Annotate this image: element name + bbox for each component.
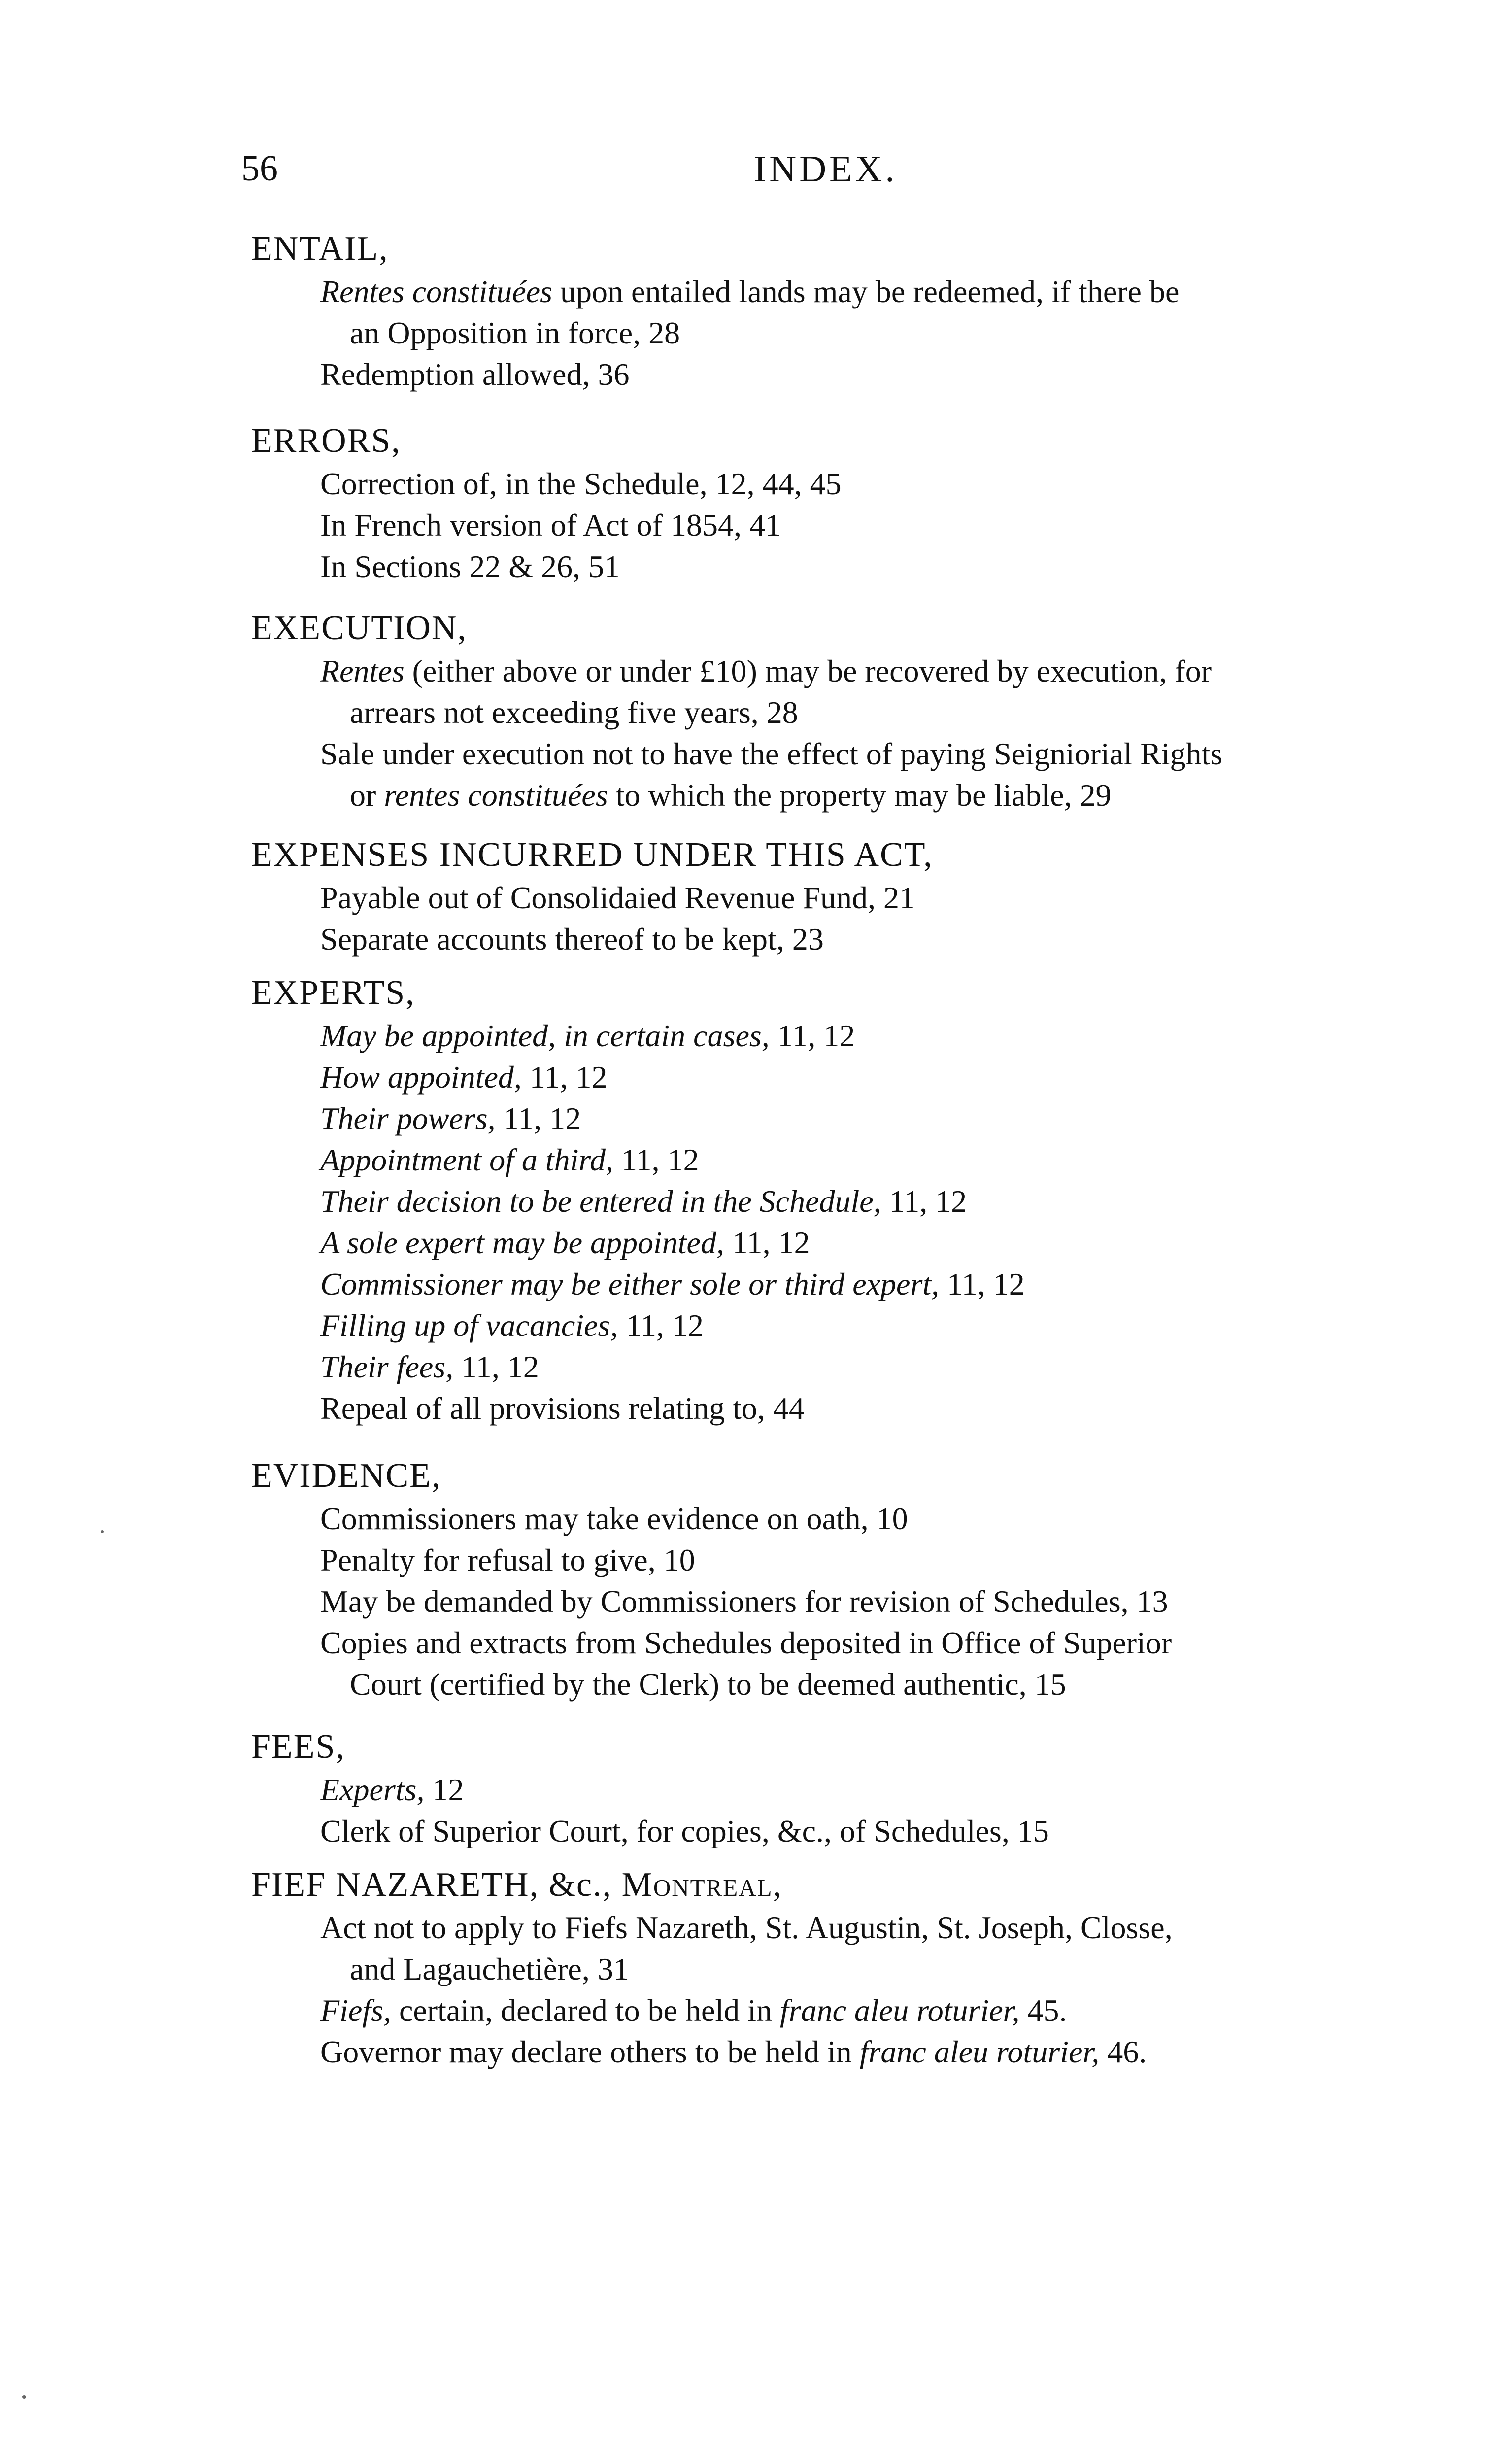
entry-errors	[251, 419, 1424, 587]
scan-speck	[101, 1530, 104, 1533]
subentry-text: 46.	[1099, 2034, 1147, 2069]
entry-heading	[251, 1863, 1424, 1907]
italic-term: Experts,	[320, 1772, 425, 1807]
subentry	[320, 1098, 1424, 1139]
entry-heading: ERRORS,	[251, 422, 401, 460]
subentry: Correction of, in the Schedule, 12, 44, 45	[320, 466, 842, 501]
subentry	[320, 1139, 1424, 1181]
heading-text: FIEF NAZARETH, &c.,	[251, 1866, 622, 1904]
subentry	[320, 1769, 1424, 1811]
entry-fees	[251, 1725, 1424, 1852]
subentry-text: upon entailed lands may be redeemed, if there be	[552, 274, 1180, 309]
italic-term: Rentes	[320, 653, 405, 688]
running-head: INDEX.	[754, 148, 898, 190]
subentry-continuation: arrears not exceeding five years, 28	[350, 695, 798, 730]
subentry-text: 11, 12	[881, 1184, 967, 1219]
subentry-text: or	[350, 778, 384, 813]
subentry-text: 11, 12	[453, 1349, 539, 1384]
entry-evidence	[251, 1454, 1424, 1705]
entry-experts	[251, 971, 1424, 1429]
subentry: Sale under execution not to have the effect of paying Seigniorial Rights	[320, 736, 1223, 771]
subentry	[320, 2031, 1424, 2073]
subentry: Commissioners may take evidence on oath, 10	[320, 1501, 908, 1536]
subentry: Act not to apply to Fiefs Nazareth, St. Augustin, St. Joseph, Closse,	[320, 1910, 1173, 1945]
subentry-text: certain, declared to be held in	[391, 1993, 780, 2028]
subentry: Repeal of all provisions relating to, 44	[320, 1391, 805, 1426]
subentry	[320, 1990, 1424, 2031]
subentry-text: 11, 12	[939, 1266, 1025, 1301]
italic-term: franc aleu roturier,	[779, 1993, 1020, 2028]
subentry-continuation: an Opposition in force, 28	[350, 315, 680, 350]
subentry-text: Governor may declare others to be held in	[320, 2034, 860, 2069]
subentry-continuation: Court (certified by the Clerk) to be deemed authentic, 15	[350, 1667, 1066, 1702]
scan-speck	[22, 2395, 26, 2399]
italic-term: franc aleu roturier,	[859, 2034, 1100, 2069]
entry-expenses	[251, 833, 1424, 960]
subentry: Payable out of Consolidaied Revenue Fund, 21	[320, 880, 915, 915]
italic-term: Their powers,	[320, 1101, 496, 1136]
subentry	[320, 1057, 1424, 1098]
entry-heading: EXPENSES INCURRED UNDER THIS ACT,	[251, 836, 933, 874]
subentry-text: 11, 12	[521, 1060, 608, 1095]
italic-term: Rentes constituées	[320, 274, 552, 309]
italic-term: Appointment of a third,	[320, 1142, 613, 1177]
subentry: May be demanded by Commissioners for revision of Schedules, 13	[320, 1584, 1168, 1619]
heading-place: Montreal,	[621, 1866, 783, 1904]
subentry-text: 11, 12	[724, 1225, 810, 1260]
italic-term: rentes constituées	[384, 778, 608, 813]
entry-heading: ENTAIL,	[251, 230, 389, 268]
italic-term: Their decision to be entered in the Schedule,	[320, 1184, 881, 1219]
subentry	[320, 1305, 1424, 1346]
subentry	[320, 271, 1424, 312]
subentry-text: 45.	[1019, 1993, 1067, 2028]
subentry: Penalty for refusal to give, 10	[320, 1542, 695, 1577]
subentry-text: to which the property may be liable, 29	[608, 778, 1112, 813]
subentry	[320, 1264, 1424, 1305]
italic-term: Fiefs,	[320, 1993, 391, 2028]
entry-heading: EVIDENCE,	[251, 1457, 441, 1495]
subentry-text: 11, 12	[769, 1018, 855, 1053]
italic-term: Commissioner may be either sole or third expert,	[320, 1266, 940, 1301]
subentry-continuation: and Lagauchetière, 31	[350, 1951, 629, 1986]
italic-term: May be appointed, in certain cases,	[320, 1018, 770, 1053]
italic-term: A sole expert may be appointed,	[320, 1225, 724, 1260]
subentry: Copies and extracts from Schedules deposited in Office of Superior	[320, 1625, 1172, 1660]
subentry-text: (either above or under £10) may be recovered by execution, for	[404, 653, 1212, 688]
subentry	[320, 1181, 1424, 1222]
subentry-text: 11, 12	[613, 1142, 699, 1177]
italic-term: Their fees,	[320, 1349, 454, 1384]
subentry: Clerk of Superior Court, for copies, &c., of Schedules, 15	[320, 1814, 1049, 1848]
entry-execution	[251, 606, 1424, 816]
subentry: Separate accounts thereof to be kept, 23	[320, 922, 824, 957]
entry-fief-nazareth	[251, 1863, 1424, 2073]
subentry-text: 11, 12	[495, 1101, 581, 1136]
page-number: 56	[241, 148, 278, 189]
subentry	[320, 650, 1424, 692]
subentry	[320, 1015, 1424, 1057]
italic-term: Filling up of vacancies,	[320, 1308, 618, 1343]
subentry-text: 12	[424, 1772, 464, 1807]
entry-heading: FEES,	[251, 1728, 345, 1766]
entry-heading: EXPERTS,	[251, 974, 415, 1012]
subentry: Redemption allowed, 36	[320, 357, 630, 392]
subentry	[320, 1222, 1424, 1264]
entry-heading: EXECUTION,	[251, 609, 467, 647]
subentry: In French version of Act of 1854, 41	[320, 508, 781, 543]
subentry	[320, 1346, 1424, 1388]
italic-term: How appointed,	[320, 1060, 522, 1095]
entry-entail	[251, 227, 1424, 395]
subentry-continuation	[350, 775, 1424, 816]
subentry-text: 11, 12	[618, 1308, 704, 1343]
subentry: In Sections 22 & 26, 51	[320, 549, 620, 584]
